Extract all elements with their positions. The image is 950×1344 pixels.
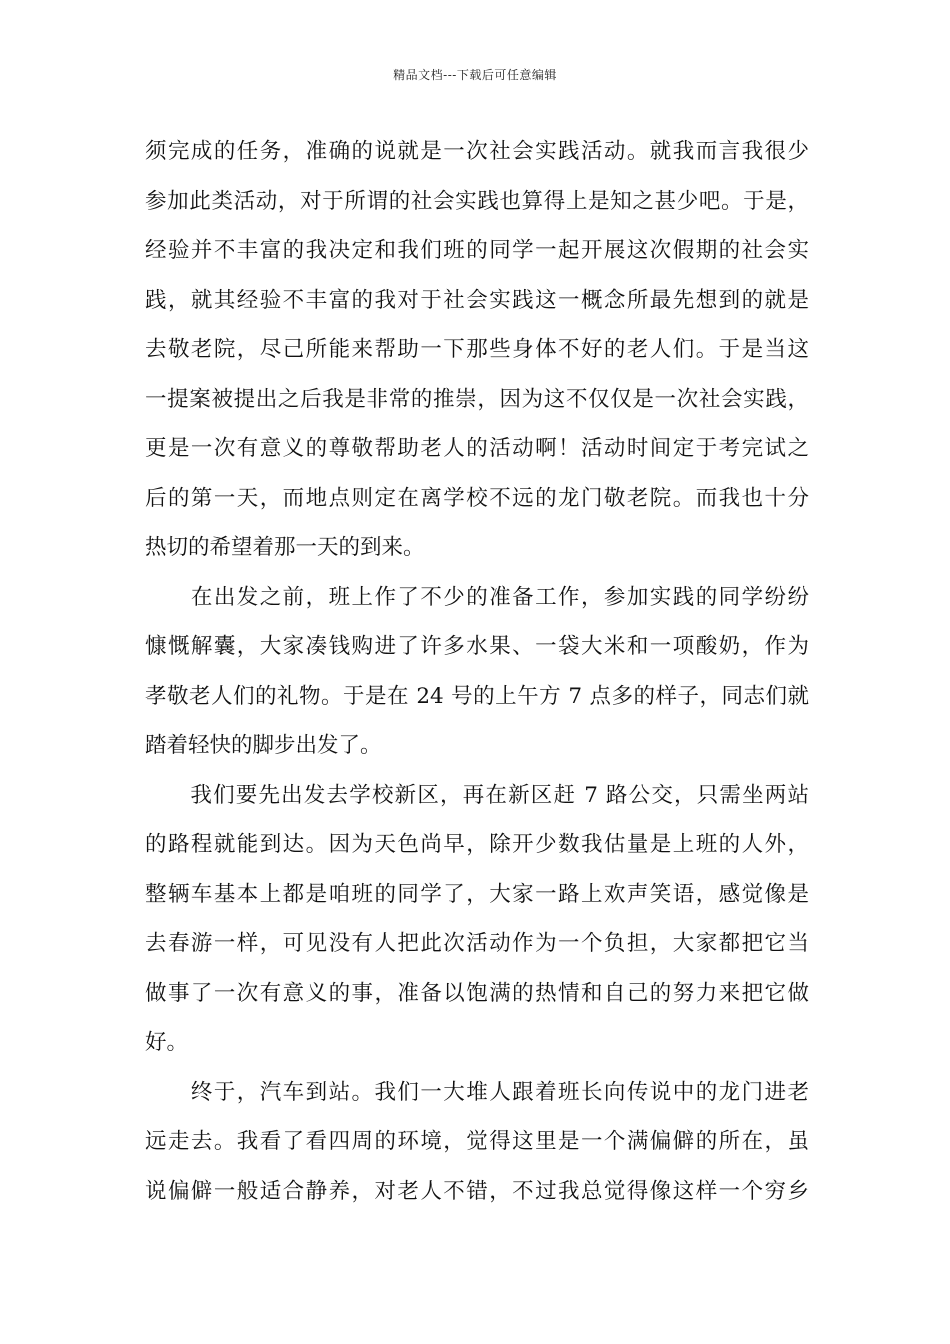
text-line: 孝敬老人们的礼物。于是在 24 号的上午方 7 点多的样子，同志们就 bbox=[145, 683, 809, 709]
paragraph-3 bbox=[145, 771, 809, 1068]
paragraph-1 bbox=[145, 127, 809, 573]
paragraph-2 bbox=[145, 573, 809, 771]
text-line: 踏着轻快的脚步出发了。 bbox=[145, 733, 382, 758]
text-line: 践，就其经验不丰富的我对于社会实践这一概念所最先想到的就是 bbox=[145, 287, 809, 313]
text-line: 去春游一样，可见没有人把此次活动作为一个负担，大家都把它当 bbox=[145, 931, 809, 956]
text-line: 说偏僻一般适合静养，对老人不错，不过我总觉得像这样一个穷乡 bbox=[145, 1178, 809, 1204]
text-line: 好。 bbox=[145, 1030, 189, 1055]
paragraph-4 bbox=[145, 1068, 809, 1217]
text-line: 须完成的任务，准确的说就是一次社会实践活动。就我而言我很少 bbox=[145, 139, 809, 164]
text-line: 一提案被提出之后我是非常的推崇，因为这不仅仅是一次社会实践， bbox=[145, 386, 809, 412]
text-line: 在出发之前，班上作了不少的准备工作，参加实践的同学纷纷 bbox=[145, 584, 809, 610]
text-line: 的路程就能到达。因为天色尚早，除开少数我估量是上班的人外， bbox=[145, 832, 809, 857]
text-line: 做事了一次有意义的事，准备以饱满的热情和自己的努力来把它做 bbox=[145, 980, 809, 1006]
text-line: 更是一次有意义的尊敬帮助老人的活动啊！活动时间定于考完试之 bbox=[145, 436, 809, 461]
document-body bbox=[145, 127, 809, 1216]
text-line: 去敬老院，尽己所能来帮助一下那些身体不好的老人们。于是当这 bbox=[145, 337, 809, 362]
text-line: 慷慨解囊，大家凑钱购进了许多水果、一袋大米和一项酸奶，作为 bbox=[145, 634, 809, 659]
page-header: 精品文档---下载后可任意编辑 bbox=[393, 68, 557, 82]
text-line: 我们要先出发去学校新区，再在新区赶 7 路公交，只需坐两站 bbox=[145, 782, 809, 808]
text-line: 终于，汽车到站。我们一大堆人跟着班长向传说中的龙门进老 bbox=[145, 1079, 809, 1105]
text-line: 后的第一天，而地点则定在离学校不远的龙门敬老院。而我也十分 bbox=[145, 485, 809, 511]
text-line: 整辆车基本上都是咱班的同学了，大家一路上欢声笑语，感觉像是 bbox=[145, 881, 809, 907]
text-line: 热切的希望着那一天的到来。 bbox=[145, 535, 425, 560]
text-line: 远走去。我看了看四周的环境，觉得这里是一个满偏僻的所在，虽 bbox=[145, 1129, 809, 1154]
text-line: 参加此类活动，对于所谓的社会实践也算得上是知之甚少吧。于是， bbox=[145, 188, 809, 214]
text-line: 经验并不丰富的我决定和我们班的同学一起开展这次假期的社会实 bbox=[145, 238, 809, 263]
